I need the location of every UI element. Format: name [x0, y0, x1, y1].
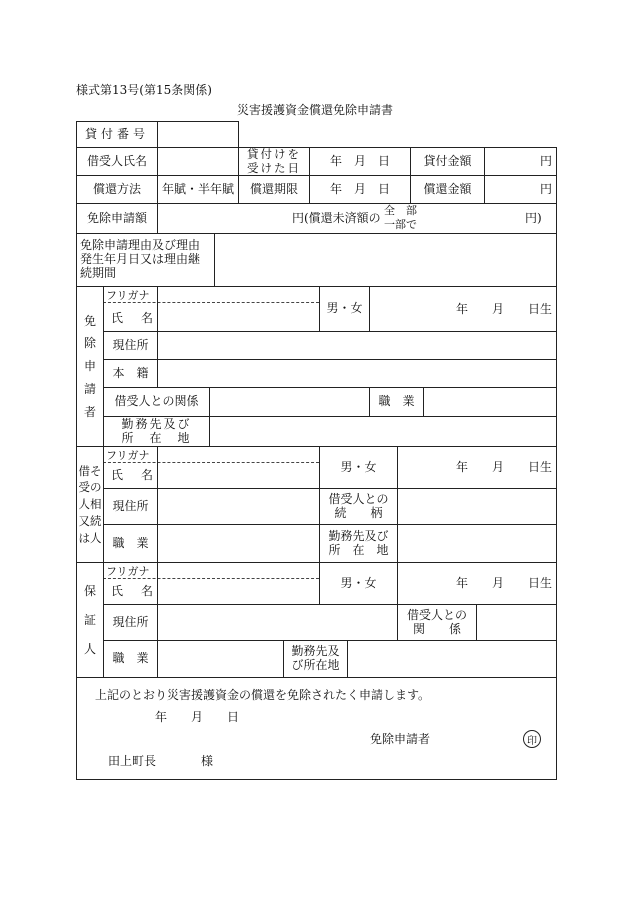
repayment-method-label: 償還方法: [92, 181, 141, 196]
form-title: 災害援護資金償還免除申請書: [236, 103, 393, 117]
guarantor-workplace-field[interactable]: [348, 641, 556, 677]
heir-workplace-label: 勤務先及び 所 在 地: [328, 528, 389, 557]
loan-amount-label: 貸付金額: [423, 153, 472, 168]
exemption-amount-label: 免除申請額: [86, 210, 147, 225]
repayment-method-value[interactable]: 年賦・半年賦: [161, 181, 234, 196]
application-date[interactable]: 年 月 日: [155, 710, 240, 724]
applicant-section-label: 免 除 申 請 者: [83, 313, 96, 419]
applicant-furigana-label: フリガナ: [106, 289, 150, 302]
repayment-deadline-field[interactable]: 年 月 日: [329, 181, 390, 196]
heir-workplace-field[interactable]: [398, 525, 556, 562]
guarantor-address-label: 現住所: [112, 614, 149, 629]
applicant-relation-field[interactable]: [210, 388, 369, 416]
heir-address-field[interactable]: [158, 489, 319, 524]
applicant-relation-label: 借受人との関係: [114, 394, 199, 409]
heir-gender[interactable]: 男・女: [340, 459, 377, 474]
applicant-name-field[interactable]: [158, 287, 319, 331]
repayment-amount-field[interactable]: 円: [539, 181, 552, 196]
borrower-name-field[interactable]: [158, 148, 238, 175]
heir-birthdate[interactable]: 年 月 日生: [456, 460, 553, 474]
applicant-workplace-field[interactable]: [210, 417, 556, 446]
guarantor-name-label: 氏 名: [111, 584, 157, 598]
applicant-address-label: 現住所: [112, 337, 149, 352]
guarantor-workplace-label: 勤務先及 び所在地: [291, 644, 340, 672]
heir-furigana-label: フリガナ: [106, 449, 150, 462]
loan-number-label: 貸付番号: [84, 126, 149, 141]
applicant-name-label: 氏 名: [111, 311, 157, 325]
addressee: 田上町長: [108, 754, 157, 768]
guarantor-relation-label: 借受人との 関 係: [406, 607, 467, 636]
repayment-amount-label: 償還金額: [423, 181, 472, 196]
applicant-gender[interactable]: 男・女: [326, 301, 363, 316]
reason-label: 免除申請理由及び理由 発生年月日又は理由継 続期間: [80, 238, 201, 280]
loan-number-field[interactable]: [158, 122, 238, 147]
form-number: 様式第13号(第15条関係): [76, 83, 212, 97]
repayment-deadline-label: 償還期限: [249, 181, 298, 196]
applicant-domicile-label: 本 籍: [112, 365, 149, 380]
heir-address-label: 現住所: [112, 498, 149, 513]
heir-name-label: 氏 名: [111, 468, 157, 482]
exemption-all-option[interactable]: 全 部: [384, 204, 417, 217]
heir-name-field[interactable]: [158, 447, 319, 488]
guarantor-name-field[interactable]: [158, 563, 319, 604]
guarantor-occupation-label: 職 業: [112, 651, 149, 666]
guarantor-section-label: 保 証 人: [83, 584, 96, 656]
loan-date-label: 貸付けを 受けた日: [247, 147, 301, 175]
reason-field[interactable]: [215, 234, 556, 286]
loan-date-field[interactable]: 年 月 日: [329, 153, 390, 168]
heir-relation-field[interactable]: [398, 489, 556, 524]
guarantor-relation-field[interactable]: [477, 605, 556, 640]
applicant-domicile-field[interactable]: [158, 360, 556, 387]
exemption-amount-text: 円(償還未済額の: [292, 211, 381, 225]
applicant-workplace-label: 勤務先及び 所 在 地: [121, 416, 192, 445]
guarantor-birthdate[interactable]: 年 月 日生: [456, 576, 553, 590]
exemption-amount-end: 円): [525, 211, 542, 225]
seal-mark: 印: [523, 730, 541, 748]
loan-amount-field[interactable]: 円: [539, 153, 552, 168]
heir-relation-label: 借受人との 続 柄: [328, 491, 389, 520]
heir-occupation-field[interactable]: [158, 525, 319, 562]
borrower-name-label: 借受人氏名: [86, 153, 147, 168]
guarantor-address-field[interactable]: [158, 605, 397, 640]
guarantor-furigana-label: フリガナ: [106, 565, 150, 578]
applicant-occupation-label: 職 業: [378, 394, 415, 409]
heir-occupation-label: 職 業: [112, 535, 149, 550]
heir-section-label: 借そ 受の 人相 又続 は人: [78, 463, 102, 545]
applicant-address-field[interactable]: [158, 332, 556, 359]
application-statement: 上記のとおり災害援護資金の償還を免除されたく申請します。: [95, 688, 431, 702]
guarantor-gender[interactable]: 男・女: [340, 575, 377, 590]
applicant-signature-label: 免除申請者: [370, 732, 431, 746]
addressee-honorific: 様: [201, 754, 214, 768]
applicant-occupation-field[interactable]: [424, 388, 556, 416]
applicant-birthdate[interactable]: 年 月 日生: [456, 302, 553, 316]
guarantor-occupation-field[interactable]: [158, 641, 283, 677]
exemption-part-option[interactable]: 一部で: [384, 218, 417, 231]
